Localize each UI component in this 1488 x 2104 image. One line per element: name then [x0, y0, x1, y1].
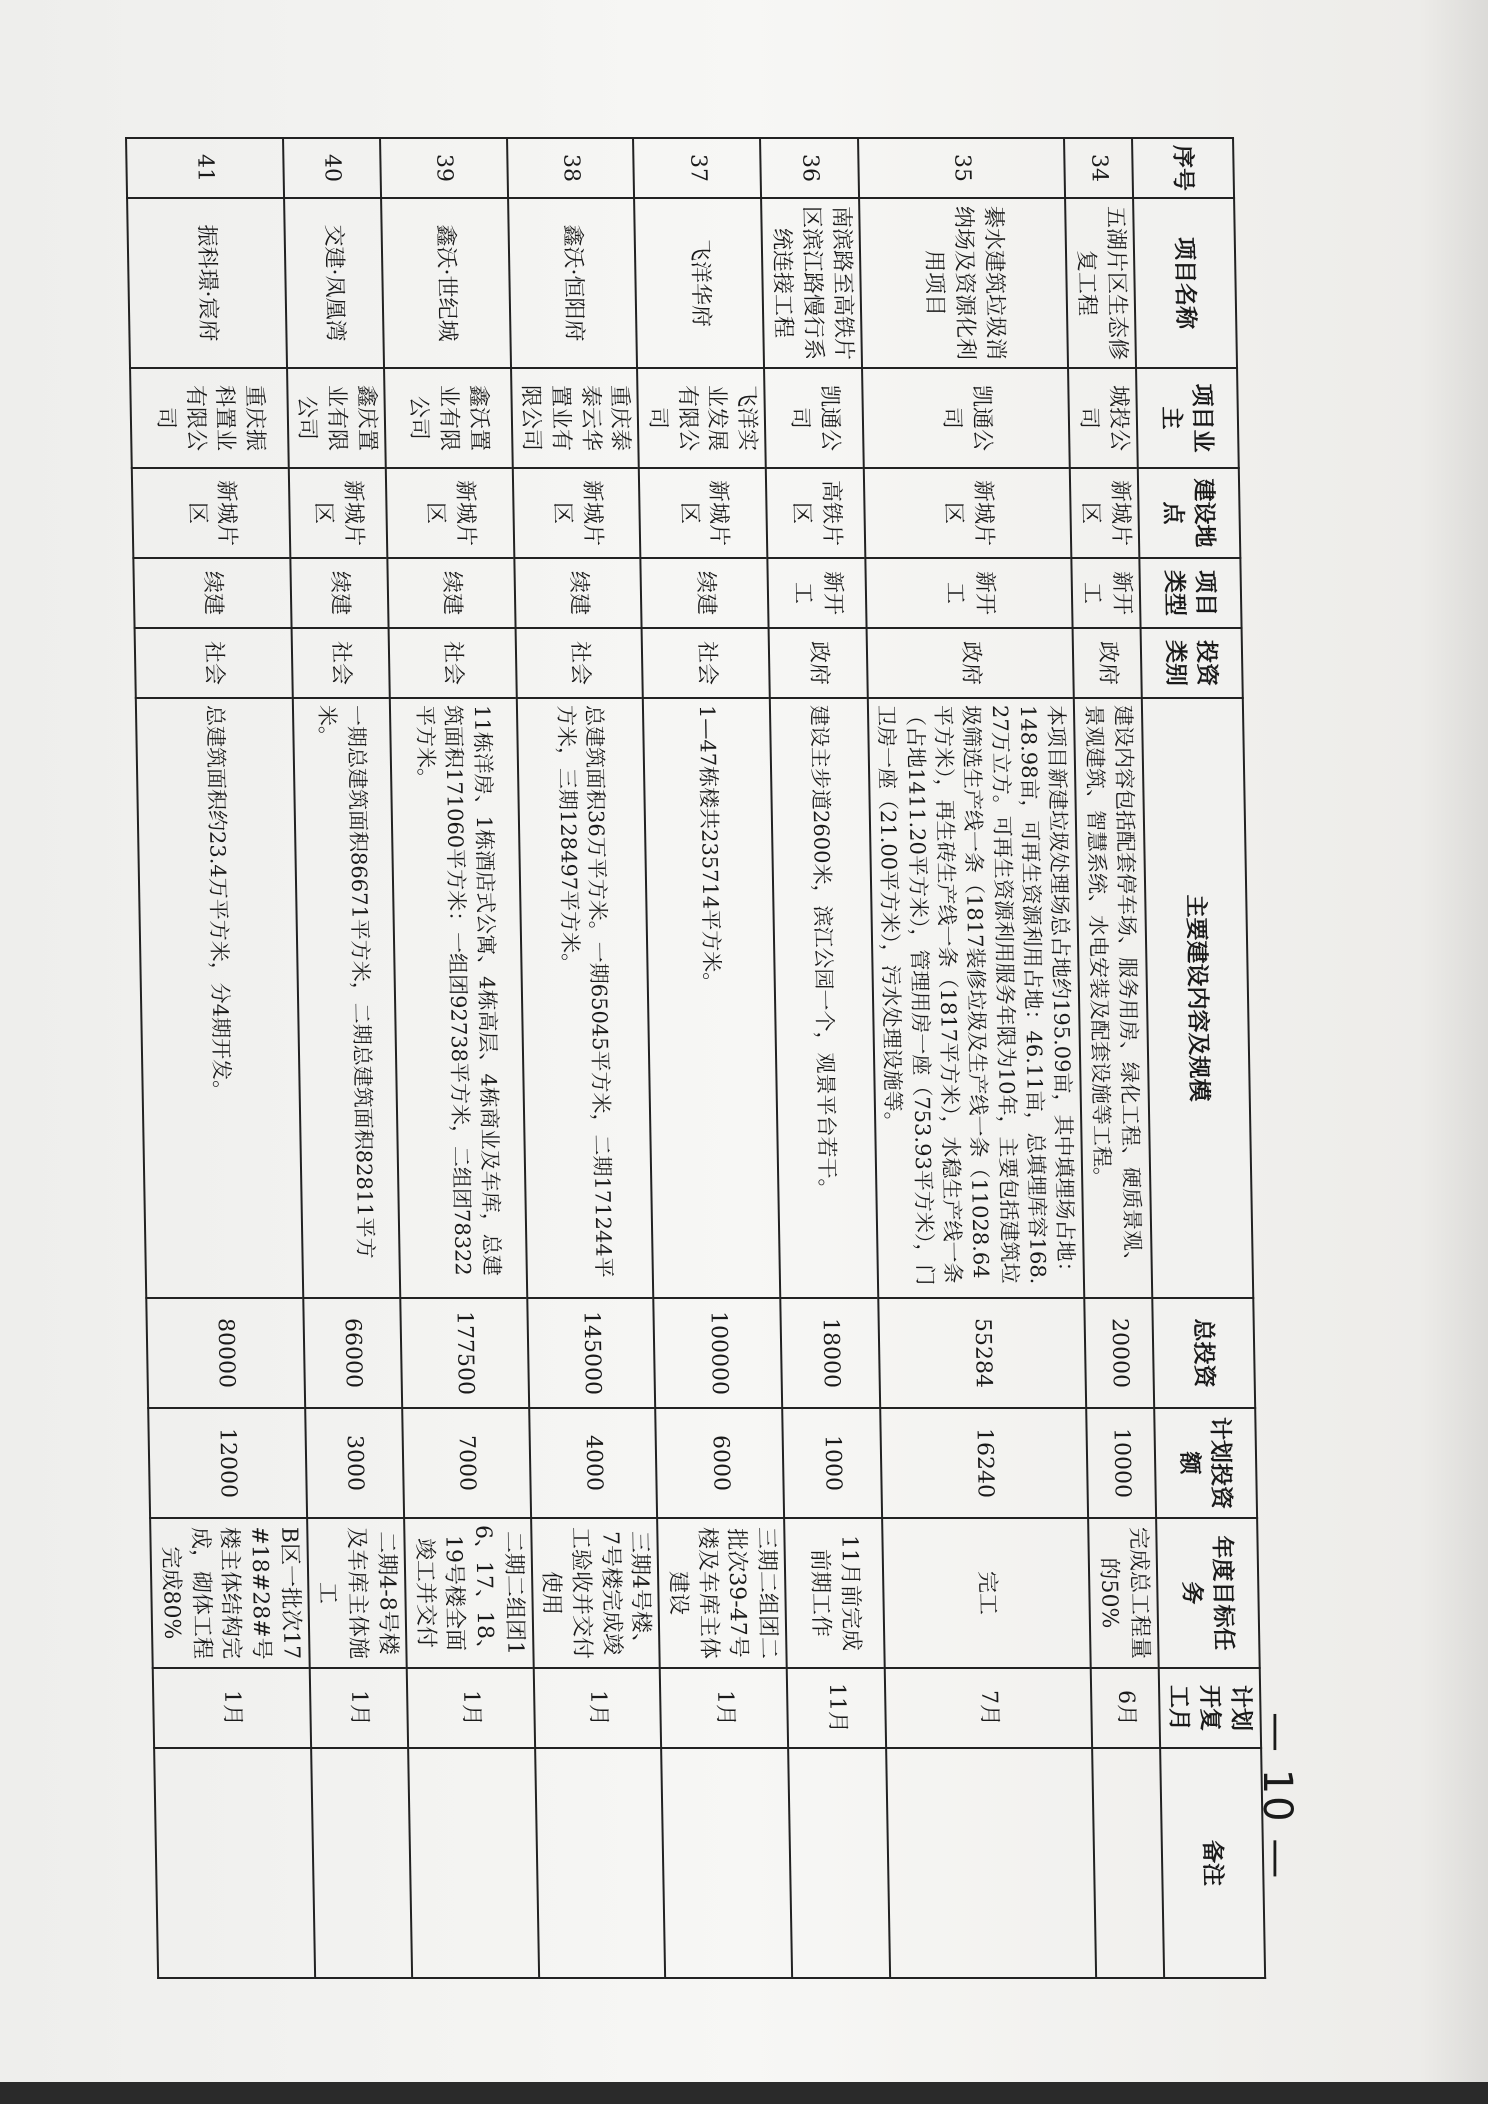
- cell-name: 鑫沃·世纪城: [381, 198, 511, 368]
- cell-remark: [154, 1748, 314, 1978]
- cell-target: 二期4-8号楼及车库主体施工: [307, 1518, 407, 1668]
- cell-location: 新城片区: [639, 468, 767, 558]
- cell-start: 1月: [309, 1668, 407, 1748]
- cell-start: 1月: [533, 1668, 661, 1748]
- cell-target: 完工: [882, 1518, 1091, 1668]
- header-type: 项目类型: [1139, 558, 1241, 628]
- cell-name: 交建·凤凰湾: [284, 198, 384, 368]
- cell-location: 新城片区: [386, 468, 514, 558]
- cell-total: 80000: [147, 1298, 305, 1408]
- cell-plan: 1000: [782, 1408, 882, 1518]
- cell-total: 145000: [527, 1298, 656, 1408]
- cell-location: 新城片区: [289, 468, 388, 558]
- cell-scope: 11栋洋房、1栋酒店式公寓、4栋高层、4栋商业及车库，总建筑面积171060平方米：一组团92738平方米，二组团78322平方米。: [390, 698, 527, 1298]
- cell-scope: 1—47栋楼共235714平方米。: [643, 698, 780, 1298]
- header-plan: 计划投资额: [1154, 1408, 1257, 1518]
- cell-seq: 34: [1065, 138, 1133, 198]
- page-number: — 10 —: [1254, 1712, 1300, 1881]
- cell-name: 鑫沃·恒阳府: [508, 198, 638, 368]
- cell-seq: 41: [126, 138, 283, 198]
- header-owner: 项目业主: [1136, 368, 1239, 468]
- cell-type: 新开工: [1072, 558, 1141, 628]
- cell-scope: 总建筑面积36万平方米。一期65045平方米，二期171244平方米，三期128497平方米。: [516, 698, 653, 1298]
- cell-start: 1月: [153, 1668, 311, 1748]
- cell-type: 新开工: [865, 558, 1073, 628]
- cell-remark: [311, 1748, 412, 1978]
- cell-total: 55284: [878, 1298, 1086, 1408]
- cell-owner: 凯通公司: [862, 368, 1070, 468]
- cell-target: 三期二组团二批次39-47号楼及车库主体建设: [657, 1518, 786, 1668]
- cell-seq: 36: [760, 138, 859, 198]
- cell-scope: 建设内容包括配套停车场、服务用房、绿化工程、硬质景观、景观建筑、智慧系统、水电安装及配套设施等工程。: [1074, 698, 1152, 1298]
- cell-location: 高铁片区: [766, 468, 866, 558]
- cell-seq: 39: [380, 138, 508, 198]
- cell-owner: 鑫庆置业有限公司: [287, 368, 386, 468]
- cell-plan: 10000: [1087, 1408, 1156, 1518]
- header-total: 总投资: [1152, 1298, 1255, 1408]
- cell-target: B区一批次17#18#28#号楼主体结构完成，砌体工程完成80%: [150, 1518, 309, 1668]
- cell-name: 綦水建筑垃圾消纳场及资源化利用项目: [859, 198, 1068, 368]
- cell-owner: 飞洋实业发展有限公司: [637, 368, 765, 468]
- cell-start: 7月: [885, 1668, 1093, 1748]
- cell-type: 续建: [290, 558, 388, 628]
- cell-scope: 建设主步道2600米，滨江公园一个，观景平台若干。: [770, 698, 878, 1298]
- header-seq: 序号: [1132, 138, 1234, 198]
- cell-type: 续建: [387, 558, 515, 628]
- cell-invest-type: 社会: [642, 628, 770, 698]
- scan-bottom-band: [0, 2082, 1488, 2104]
- rotated-table-container: [152, 137, 1266, 1977]
- cell-type: 新开工: [767, 558, 866, 628]
- cell-location: 新城片区: [132, 468, 290, 558]
- cell-name: 飞洋华府: [634, 198, 764, 368]
- cell-owner: 城投公司: [1069, 368, 1138, 468]
- header-invest-type: 投资类别: [1140, 628, 1242, 698]
- cell-plan: 3000: [305, 1408, 404, 1518]
- cell-scope: 总建筑面积约23.4万平方米，分4期开发。: [136, 698, 303, 1298]
- cell-remark: [408, 1748, 539, 1978]
- cell-scope: 本项目新建垃圾处理场总占地约195.09亩，其中填埋场占地：148.98亩，可再生资源利用占地：46.11亩，总填埋库容168.27万立方。可再生资源利用服务年限为10年，主要包括建筑垃圾筛选生产线一条（1817装修垃圾及生产线一条（11028.64平方米），再生砖生产线一条（1817平方米），水稳生产线一条（占地1411.20平方米），管理用房一座（753.93平方米），门卫房一座（21.00平方米），污水处理设施等。: [868, 698, 1085, 1298]
- cell-target: 二期二组团16、17、18、19号楼全面竣工并交付: [404, 1518, 533, 1668]
- cell-type: 续建: [514, 558, 642, 628]
- cell-scope: 一期总建筑面积86671平方米，二期总建筑面积82811平方米。: [293, 698, 401, 1298]
- cell-plan: 16240: [880, 1408, 1088, 1518]
- cell-remark: [535, 1748, 666, 1978]
- cell-start: 1月: [660, 1668, 788, 1748]
- cell-start: 6月: [1091, 1668, 1160, 1748]
- cell-type: 续建: [641, 558, 769, 628]
- cell-location: 新城片区: [512, 468, 640, 558]
- cell-target: 11月前完成前期工作: [784, 1518, 885, 1668]
- header-target: 年度目标任务: [1156, 1518, 1260, 1668]
- cell-invest-type: 社会: [291, 628, 389, 698]
- cell-remark: [1093, 1748, 1164, 1978]
- cell-name: 五湖片区生态修复工程: [1066, 198, 1136, 368]
- cell-remark: [886, 1748, 1096, 1978]
- cell-total: 100000: [654, 1298, 783, 1408]
- cell-seq: 40: [283, 138, 381, 198]
- table-row: [858, 138, 1097, 1978]
- cell-owner: 重庆振科置业有限公司: [130, 368, 288, 468]
- scan-edge-shadow: [1418, 0, 1488, 2104]
- cell-invest-type: 社会: [515, 628, 643, 698]
- cell-invest-type: 社会: [135, 628, 293, 698]
- cell-plan: 4000: [529, 1408, 658, 1518]
- project-table: [125, 137, 1266, 1979]
- cell-start: 11月: [787, 1668, 886, 1748]
- cell-location: 新城片区: [1070, 468, 1139, 558]
- header-remark: 备注: [1160, 1748, 1265, 1978]
- cell-target: 完成总工程量的50%: [1089, 1518, 1159, 1668]
- cell-name: 南滨路至高铁片区滨江路慢行系统连接工程: [761, 198, 862, 368]
- cell-owner: 凯通公司: [764, 368, 864, 468]
- cell-total: 18000: [780, 1298, 880, 1408]
- header-start: 计划开复工月: [1159, 1668, 1262, 1748]
- header-scope: 主要建设内容及规模: [1142, 698, 1254, 1298]
- cell-seq: 35: [858, 138, 1065, 198]
- header-location: 建设地点: [1138, 468, 1241, 558]
- cell-remark: [661, 1748, 792, 1978]
- cell-total: 66000: [303, 1298, 402, 1408]
- cell-invest-type: 政府: [1073, 628, 1142, 698]
- cell-plan: 6000: [656, 1408, 785, 1518]
- header-name: 项目名称: [1133, 198, 1237, 368]
- cell-invest-type: 政府: [769, 628, 868, 698]
- cell-total: 177500: [400, 1298, 529, 1408]
- cell-seq: 37: [633, 138, 761, 198]
- cell-plan: 12000: [149, 1408, 307, 1518]
- cell-owner: 鑫沃置业有限公司: [384, 368, 512, 468]
- cell-target: 三期4号楼、7号楼完成竣工验收并交付使用: [531, 1518, 660, 1668]
- cell-name: 振科璟·宸府: [127, 198, 286, 368]
- cell-plan: 7000: [402, 1408, 531, 1518]
- cell-invest-type: 政府: [867, 628, 1075, 698]
- cell-total: 20000: [1085, 1298, 1154, 1408]
- cell-invest-type: 社会: [388, 628, 516, 698]
- cell-remark: [788, 1748, 890, 1978]
- cell-type: 续建: [134, 558, 292, 628]
- table-row: [126, 138, 315, 1978]
- cell-seq: 38: [507, 138, 635, 198]
- cell-location: 新城片区: [864, 468, 1072, 558]
- cell-owner: 重庆泰泰云华置业有限公司: [511, 368, 639, 468]
- cell-start: 1月: [407, 1668, 535, 1748]
